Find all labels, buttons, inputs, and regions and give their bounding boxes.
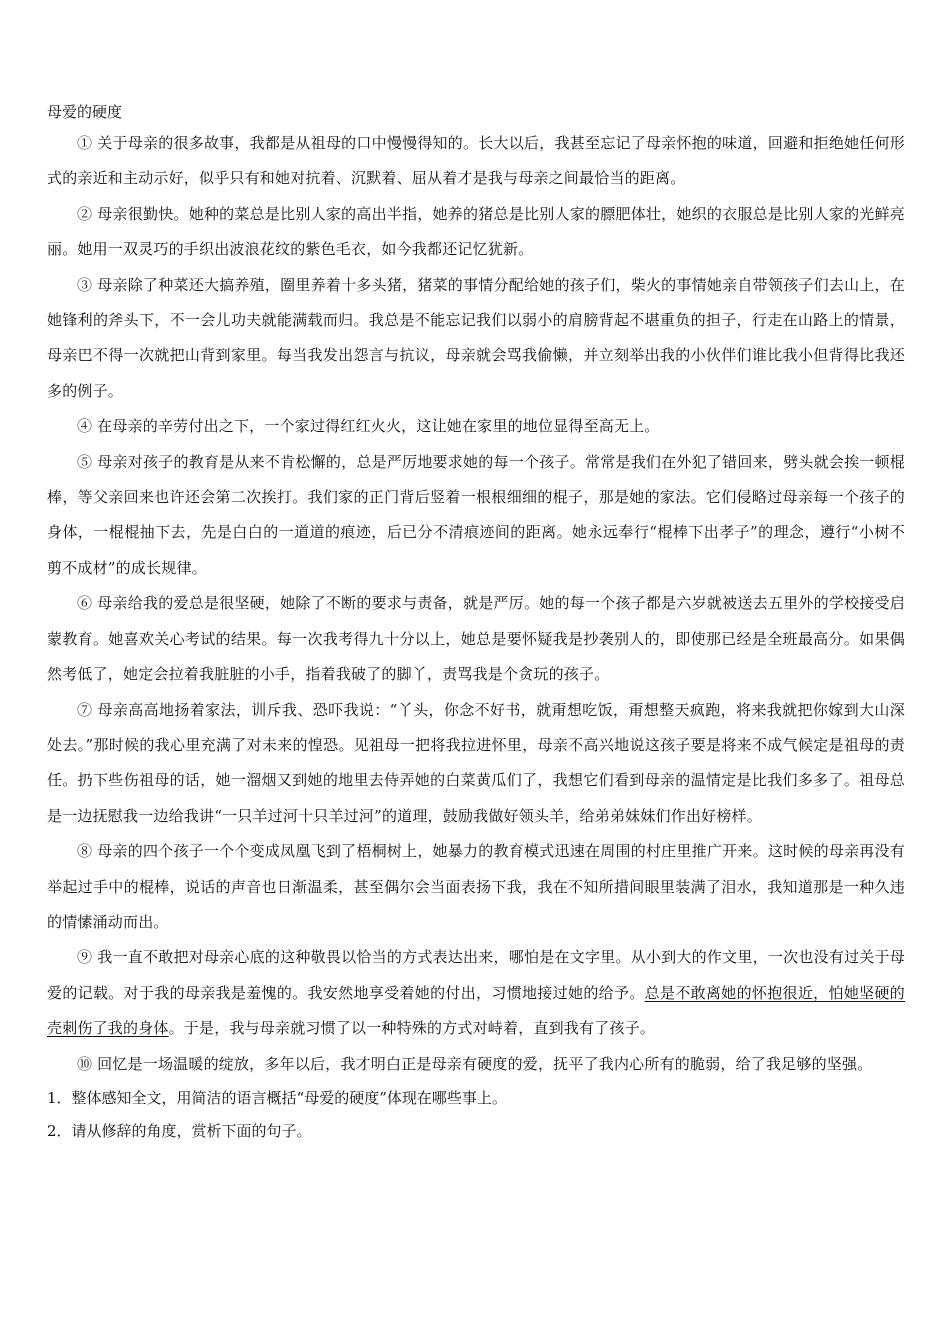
paragraph-7: ⑦ 母亲高高地扬着家法，训斥我、恐吓我说：“丫头，你念不好书，就甭想吃饭，甭想整天疯跑，将来我就把你嫁到大山深处去。”那时候的我心里充满了对未来的惶恐。见祖母一把将我拉进怀里，母亲不高兴地说这孩子要是将来不成气候定是祖母的责任。扔下些伤祖母的话，她一溜烟又到她的地里去侍弄她的白菜黄瓜们了，我想它们看到母亲的温情定是比我们多多了。祖母总是一边抚慰我一边给我讲“一只羊过河十只羊过河”的道理，鼓励我做好领头羊，给弟弟妹妹们作出好榜样。 (47, 700, 905, 825)
paragraph-3: ③ 母亲除了种菜还大搞养殖，圈里养着十多头猪，猪菜的事情分配给她的孩子们，柴火的事情她亲自带领孩子们去山上，在她锋利的斧头下，不一会儿功夫就能满载而归。我总是不能忘记我们以弱小的肩膀背起不堪重负的担子，行走在山路上的情景，母亲巴不得一次就把山背到家里。每当我发出怨言与抗议，母亲就会骂我偷懒，并立刻举出我的小伙伴们谁比我小但背得比我还多的例子。 (47, 275, 905, 400)
paragraph-8: ⑧ 母亲的四个孩子一个个变成凤凰飞到了梧桐树上，她暴力的教育模式迅速在周围的村庄里推广开来。这时候的母亲再没有举起过手中的棍棒，说话的声音也日渐温柔，甚至偶尔会当面表扬下我，我在不知所措间眼里装满了泪水，我知道那是一种久违的情愫涌动而出。 (47, 842, 905, 931)
paragraph-5: ⑤ 母亲对孩子的教育是从来不肯松懈的，总是严厉地要求她的每一个孩子。常常是我们在外犯了错回来，劈头就会挨一顿棍棒，等父亲回来也许还会第二次挨打。我们家的正门背后竖着一根根细细的棍子，那是她的家法。它们侵略过母亲每一个孩子的身体，一棍棍抽下去，先是白白的一道道的痕迹，后已分不清痕迹间的距离。她永远奉行“棍棒下出孝子”的理念，遵行“小树不剪不成材”的成长规律。 (47, 452, 905, 577)
question-1: 1．整体感知全文，用简洁的语言概括“母爱的硬度”体现在哪些事上。 (47, 1088, 507, 1107)
paragraph-9-text-start: ⑨ 我一直不敢把对母亲心底的这种敬畏以恰当的方式表达出来，哪怕是在文字里。从小到大的作文里，一次也没有过关于母爱的记载。对于我的母亲我是羞愧的。我安然地享受着她的付出，习惯地接过她的给予。 (47, 948, 905, 1002)
paragraph-9-text-end: 。于是，我与母亲就习惯了以一种特殊的方式对峙着，直到我有了孩子。 (168, 1019, 656, 1038)
paragraph-4: ④ 在母亲的辛劳付出之下，一个家过得红红火火，这让她在家里的地位显得至高无上。 (77, 417, 660, 436)
article-title: 母爱的硬度 (47, 103, 123, 121)
paragraph-6: ⑥ 母亲给我的爱总是很坚硬，她除了不断的要求与责备，就是严厉。她的每一个孩子都是六岁就被送去五里外的学校接受启蒙教育。她喜欢关心考试的结果。每一次我考得九十分以上，她总是要怀疑我是抄袭别人的，即使那已经是全班最高分。如果偶然考低了，她定会拉着我脏脏的小手，指着我破了的脚丫，责骂我是个贪玩的孩子。 (47, 594, 905, 684)
paragraph-10: ⑩ 回忆是一场温暖的绽放，多年以后，我才明白正是母亲有硬度的爱，抚平了我内心所有的脆弱，给了我足够的坚强。 (77, 1054, 873, 1073)
underlined-sentence: 总是不敢离她的怀抱很近，怕她坚硬的壳刺伤了我的身体 (47, 983, 905, 1038)
paragraph-2: ② 母亲很勤快。她种的菜总是比别人家的高出半指，她养的猪总是比别人家的膘肥体壮，她织的衣服总是比别人家的光鲜亮丽。她用一双灵巧的手织出波浪花纹的紫色毛衣，如今我都还记忆犹新。 (47, 204, 905, 259)
paragraph-1: ① 关于母亲的很多故事，我都是从祖母的口中慢慢得知的。长大以后，我甚至忘记了母亲怀抱的味道，回避和拒绝她任何形式的亲近和主动示好，似乎只有和她对抗着、沉默着、屈从着才是我与母亲之间最恰当的距离。 (47, 134, 905, 188)
document-page (47, 98, 905, 1148)
paragraph-9 (47, 940, 905, 1046)
question-2: 2．请从修辞的角度，赏析下面的句子。 (47, 1121, 312, 1140)
